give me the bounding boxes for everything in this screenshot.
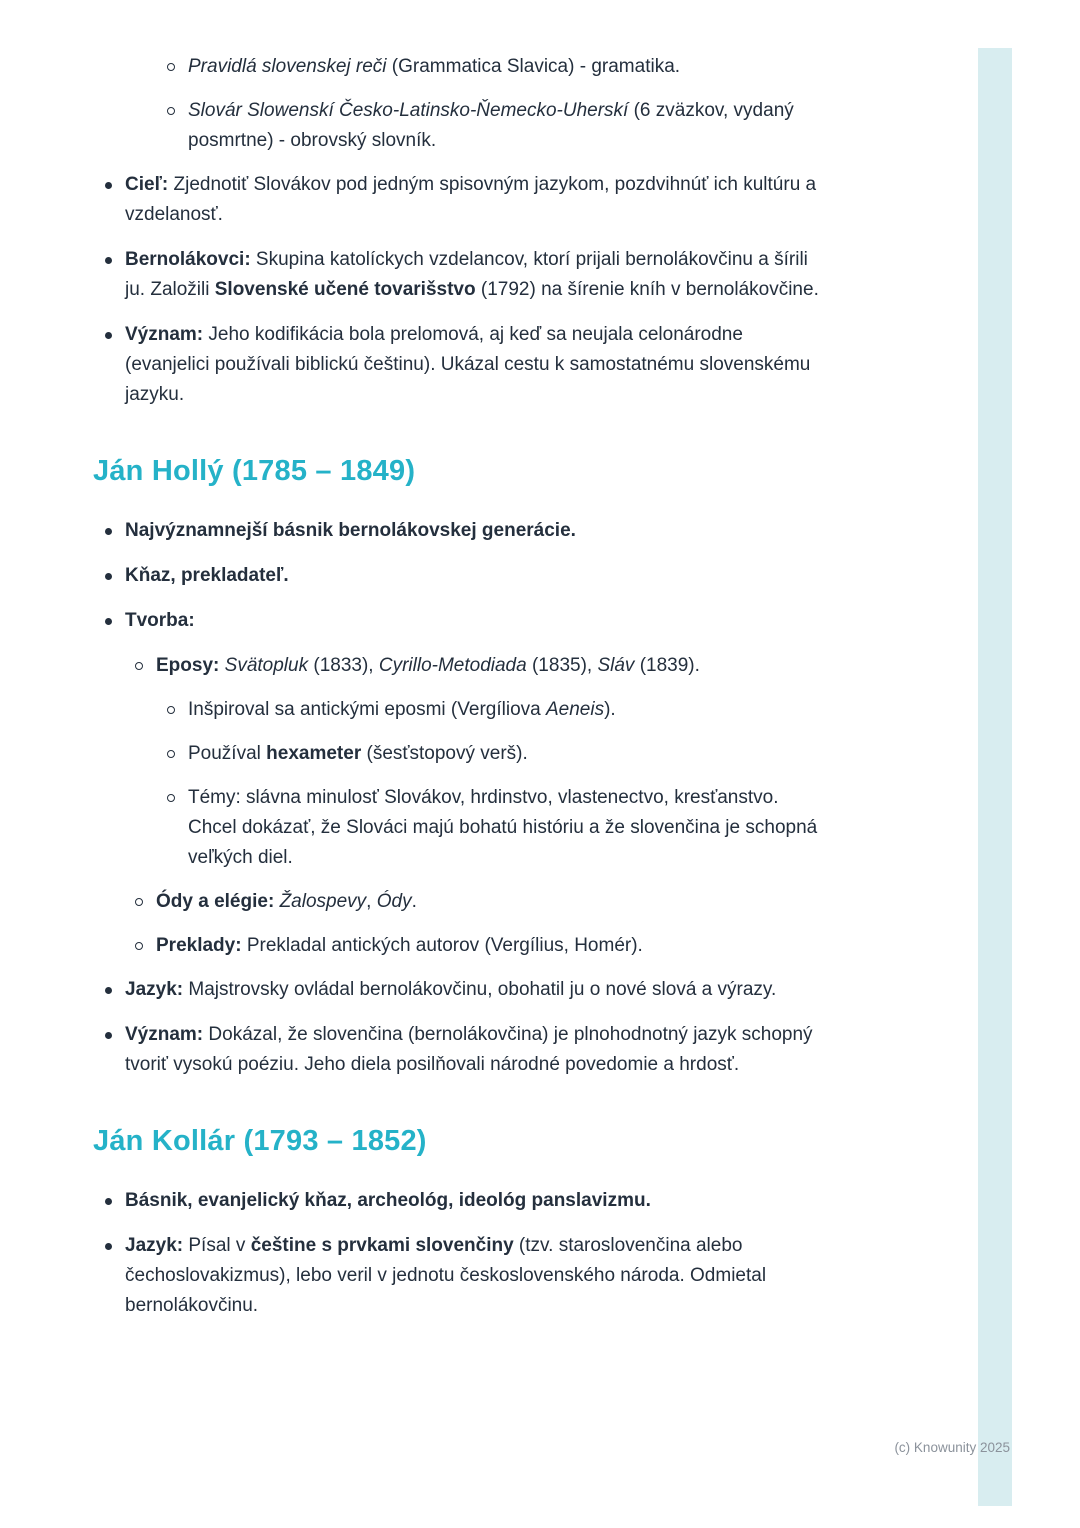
list-item: [93, 320, 820, 410]
text-segment: Používal: [188, 742, 267, 764]
circle-bullet-icon: [135, 942, 143, 950]
text-segment: Tvorba:: [125, 609, 195, 631]
list-item: [93, 516, 820, 546]
list-item: [93, 170, 820, 230]
list-item: [93, 561, 820, 591]
list-item: [93, 931, 820, 961]
text-segment: Bernolákovci:: [125, 249, 251, 270]
text-segment: češtine s prvkami slovenčiny: [250, 1234, 514, 1256]
list-item-text: [125, 561, 820, 591]
list-item-text: [125, 245, 820, 305]
list-item-text: [156, 651, 820, 681]
disc-bullet-icon: [105, 1198, 112, 1205]
circle-bullet-icon: [167, 63, 175, 71]
disc-bullet-icon: [105, 257, 112, 264]
list-item: [93, 96, 820, 156]
list-item-text: [125, 516, 820, 546]
text-segment: Ódy: [376, 890, 412, 912]
text-segment: Inšpiroval sa antickými eposmi (Vergíliova: [188, 698, 546, 720]
text-segment: ,: [366, 890, 377, 912]
text-segment: Žalospevy: [279, 890, 367, 912]
disc-bullet-icon: [105, 618, 112, 625]
list-item: [93, 651, 820, 681]
list-item: [93, 606, 820, 636]
list-item: [93, 695, 820, 725]
text-segment: (1839).: [634, 654, 700, 676]
text-segment: Majstrovsky ovládal bernolákovčinu, obohatil ju o nové slová a výrazy.: [183, 978, 777, 1000]
text-segment: Slovár Slowenskí Česko-Latinsko-Ňemecko-Uherskí: [188, 100, 629, 121]
list-item: [93, 975, 820, 1005]
list-item-text: [125, 1231, 820, 1321]
list-item-text: [125, 170, 820, 230]
text-segment: (1833),: [308, 654, 379, 676]
list-item-text: [125, 1186, 820, 1216]
text-segment: (1792) na šírenie kníh v bernolákovčine.: [475, 279, 819, 300]
circle-bullet-icon: [167, 107, 175, 115]
list-item: [93, 245, 820, 305]
list-item-text: [125, 975, 820, 1005]
list-item: [93, 1231, 820, 1321]
text-segment: Písal v: [183, 1234, 251, 1256]
list-item: [93, 887, 820, 917]
circle-bullet-icon: [135, 662, 143, 670]
text-segment: Slovenské učené tovarišstvo: [214, 279, 476, 300]
list-item-text: [125, 606, 820, 636]
text-segment: Aeneis: [545, 698, 605, 720]
circle-bullet-icon: [135, 898, 143, 906]
section-heading: Ján Hollý (1785 – 1849): [93, 455, 416, 487]
text-segment: Význam:: [125, 1023, 204, 1045]
copyright-footer: (c) Knowunity 2025: [894, 1440, 1010, 1455]
text-segment: Skupina katolíckych vzdelancov, ktorí prijali bernolákovčinu a šírili ju. Založili: [125, 249, 808, 300]
text-segment: (tzv. staroslovenčina alebo čechoslovakizmus), lebo veril v jednotu československého národa. Odmietal bernolákovčinu.: [125, 1234, 767, 1316]
list-item-text: [125, 1020, 820, 1080]
disc-bullet-icon: [105, 332, 112, 339]
text-segment: hexameter: [266, 742, 362, 764]
text-segment: Jazyk:: [125, 978, 184, 1000]
text-segment: Témy: slávna minulosť Slovákov, hrdinstvo, vlastenectvo, kresťanstvo. Chcel dokázať, že Slováci majú bohatú históriu a že slovenčina je schopná veľkých diel.: [188, 786, 818, 868]
text-segment: Preklady:: [156, 934, 242, 956]
text-segment: Jazyk:: [125, 1234, 184, 1256]
text-segment: (1835),: [526, 654, 598, 676]
text-segment: Zjednotiť Slovákov pod jedným spisovným jazykom, pozdvihnúť ich kultúru a vzdelanosť.: [125, 174, 817, 225]
text-segment: Pravidlá slovenskej reči: [188, 56, 387, 77]
circle-bullet-icon: [167, 706, 175, 714]
text-segment: Prekladal antických autorov (Vergílius, Homér).: [241, 934, 643, 956]
list-item: [93, 52, 820, 82]
list-item-text: [125, 320, 820, 410]
disc-bullet-icon: [105, 987, 112, 994]
disc-bullet-icon: [105, 182, 112, 189]
text-segment: Jeho kodifikácia bola prelomová, aj keď sa neujala celonárodne (evanjelici používali biblickú češtinu). Ukázal cestu k samostatnému slovenskému jazyku.: [125, 324, 811, 405]
circle-bullet-icon: [167, 750, 175, 758]
text-segment: (Grammatica Slavica) - gramatika.: [386, 56, 681, 77]
list-item-text: [188, 739, 820, 769]
text-segment: Svätopluk: [224, 654, 309, 676]
text-segment: Dokázal, že slovenčina (bernolákovčina) je plnohodnotný jazyk schopný tvoriť vysokú poéziu. Jeho diela posilňovali národné povedomie a hrdosť.: [125, 1023, 813, 1075]
list-item-text: [188, 52, 820, 82]
text-segment: Eposy:: [156, 654, 220, 676]
section-heading: Ján Kollár (1793 – 1852): [93, 1124, 427, 1157]
disc-bullet-icon: [105, 528, 112, 535]
text-segment: (6 zväzkov, vydaný posmrtne) - obrovský slovník.: [188, 100, 794, 151]
list-item-text: [188, 783, 820, 873]
list-item-text: [188, 695, 820, 725]
list-item-text: [156, 887, 820, 917]
text-segment: Sláv: [597, 654, 635, 676]
disc-bullet-icon: [105, 1032, 112, 1039]
text-segment: Ódy a elégie:: [156, 890, 275, 912]
text-segment: Cieľ:: [125, 174, 169, 195]
text-segment: Cyrillo-Metodiada: [378, 654, 527, 676]
list-item: [93, 1020, 820, 1080]
text-segment: Básnik, evanjelický kňaz, archeológ, ideológ panslavizmu.: [125, 1189, 651, 1211]
text-segment: (šesťstopový verš).: [361, 742, 528, 764]
disc-bullet-icon: [105, 1243, 112, 1250]
circle-bullet-icon: [167, 794, 175, 802]
disc-bullet-icon: [105, 573, 112, 580]
list-item-text: [156, 931, 820, 961]
text-segment: ).: [604, 698, 616, 720]
list-item: [93, 1186, 820, 1216]
list-item-text: [188, 96, 820, 156]
text-segment: Najvýznamnejší básnik bernolákovskej generácie.: [125, 519, 576, 541]
list-item: [93, 739, 820, 769]
text-segment: .: [411, 890, 417, 912]
list-item: [93, 783, 820, 873]
text-segment: Kňaz, prekladateľ.: [125, 564, 289, 586]
text-segment: Význam:: [125, 324, 204, 345]
